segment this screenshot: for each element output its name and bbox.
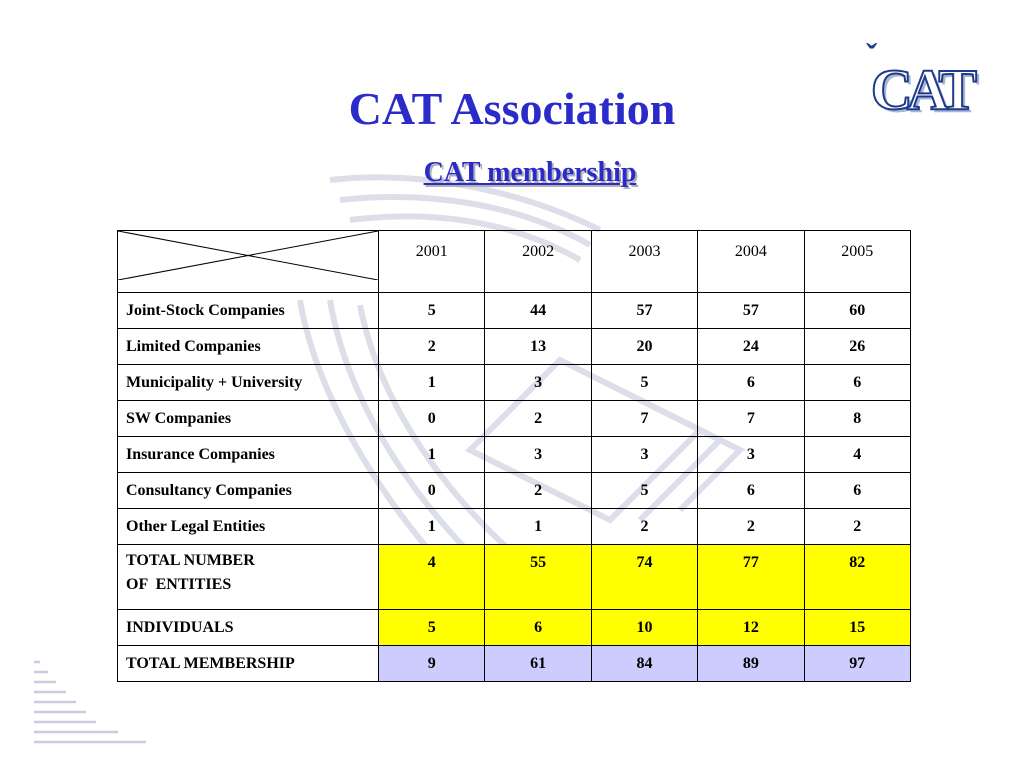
- table-cell: 24: [698, 329, 804, 365]
- table-cell: 15: [804, 610, 910, 646]
- row-label: Joint-Stock Companies: [118, 293, 379, 329]
- table-cell: 0: [379, 473, 485, 509]
- row-label: Consultancy Companies: [118, 473, 379, 509]
- table-cell: 7: [698, 401, 804, 437]
- table-cell: 84: [591, 646, 697, 682]
- table-cell: 5: [379, 293, 485, 329]
- table-row: [118, 329, 911, 365]
- table-cell: 74: [591, 545, 697, 610]
- row-label: TOTAL MEMBERSHIP: [118, 646, 379, 682]
- table-cell: 6: [698, 365, 804, 401]
- table-row: [118, 473, 911, 509]
- table-cell: 10: [591, 610, 697, 646]
- table-row: [118, 293, 911, 329]
- table-row-total-entities: [118, 545, 911, 610]
- table-cell: 2: [804, 509, 910, 545]
- table-cell: 57: [698, 293, 804, 329]
- row-label: Limited Companies: [118, 329, 379, 365]
- table-cell: 6: [804, 473, 910, 509]
- page-subtitle: CAT membership: [423, 157, 637, 188]
- table-cell: 0: [379, 401, 485, 437]
- year-header: 2002: [485, 231, 591, 293]
- table-cell: 61: [485, 646, 591, 682]
- table-cell: 6: [485, 610, 591, 646]
- table-cell: 2: [485, 473, 591, 509]
- table-cell: 77: [698, 545, 804, 610]
- table-row: [118, 509, 911, 545]
- table-cell: 5: [591, 473, 697, 509]
- table-cell: 13: [485, 329, 591, 365]
- table-row: [118, 401, 911, 437]
- table-cell: 2: [698, 509, 804, 545]
- table-cell: 8: [804, 401, 910, 437]
- membership-table: [117, 230, 911, 682]
- row-label: SW Companies: [118, 401, 379, 437]
- row-label-line1: TOTAL NUMBER: [126, 552, 255, 569]
- page-title: CAT Association: [348, 83, 676, 134]
- table-row-individuals: [118, 610, 911, 646]
- table-row: [118, 437, 911, 473]
- table-cell: 44: [485, 293, 591, 329]
- table-row: [118, 365, 911, 401]
- row-label: INDIVIDUALS: [118, 610, 379, 646]
- table-cell: 3: [698, 437, 804, 473]
- table-cell: 4: [804, 437, 910, 473]
- table-cell: 2: [591, 509, 697, 545]
- table-cell: 55: [485, 545, 591, 610]
- year-header: 2004: [698, 231, 804, 293]
- row-label: Insurance Companies: [118, 437, 379, 473]
- row-label-line2: OF ENTITIES: [126, 576, 232, 593]
- logo-text: CAT: [870, 57, 972, 122]
- table-cell: 5: [379, 610, 485, 646]
- year-header: 2003: [591, 231, 697, 293]
- table-cell: 20: [591, 329, 697, 365]
- table-cell: 1: [379, 437, 485, 473]
- table-cell: 89: [698, 646, 804, 682]
- table-cell: 3: [485, 365, 591, 401]
- year-header: 2001: [379, 231, 485, 293]
- table-cell: 6: [804, 365, 910, 401]
- table-cell: 1: [379, 509, 485, 545]
- table-cell: 26: [804, 329, 910, 365]
- table-cell: 6: [698, 473, 804, 509]
- table-cell: 57: [591, 293, 697, 329]
- table-cell: 4: [379, 545, 485, 610]
- row-label: Other Legal Entities: [118, 509, 379, 545]
- row-label: [118, 545, 379, 610]
- table-cell: 3: [485, 437, 591, 473]
- table-cell: 3: [591, 437, 697, 473]
- table-cell: 2: [485, 401, 591, 437]
- table-cell: 12: [698, 610, 804, 646]
- table-cell: 1: [485, 509, 591, 545]
- table-cell: 7: [591, 401, 697, 437]
- table-cell: 1: [379, 365, 485, 401]
- row-label: Municipality + University: [118, 365, 379, 401]
- table-cell: 60: [804, 293, 910, 329]
- cat-logo: [858, 38, 984, 122]
- table-cell: 97: [804, 646, 910, 682]
- table-header-row: [118, 231, 911, 293]
- year-header: 2005: [804, 231, 910, 293]
- table-cell: 9: [379, 646, 485, 682]
- table-cell: 82: [804, 545, 910, 610]
- table-row-total-membership: [118, 646, 911, 682]
- table-cell: 2: [379, 329, 485, 365]
- logo-caron: ˇ: [866, 38, 878, 75]
- corner-cell: [118, 231, 379, 293]
- corner-cross-lines: [118, 231, 378, 280]
- table-cell: 5: [591, 365, 697, 401]
